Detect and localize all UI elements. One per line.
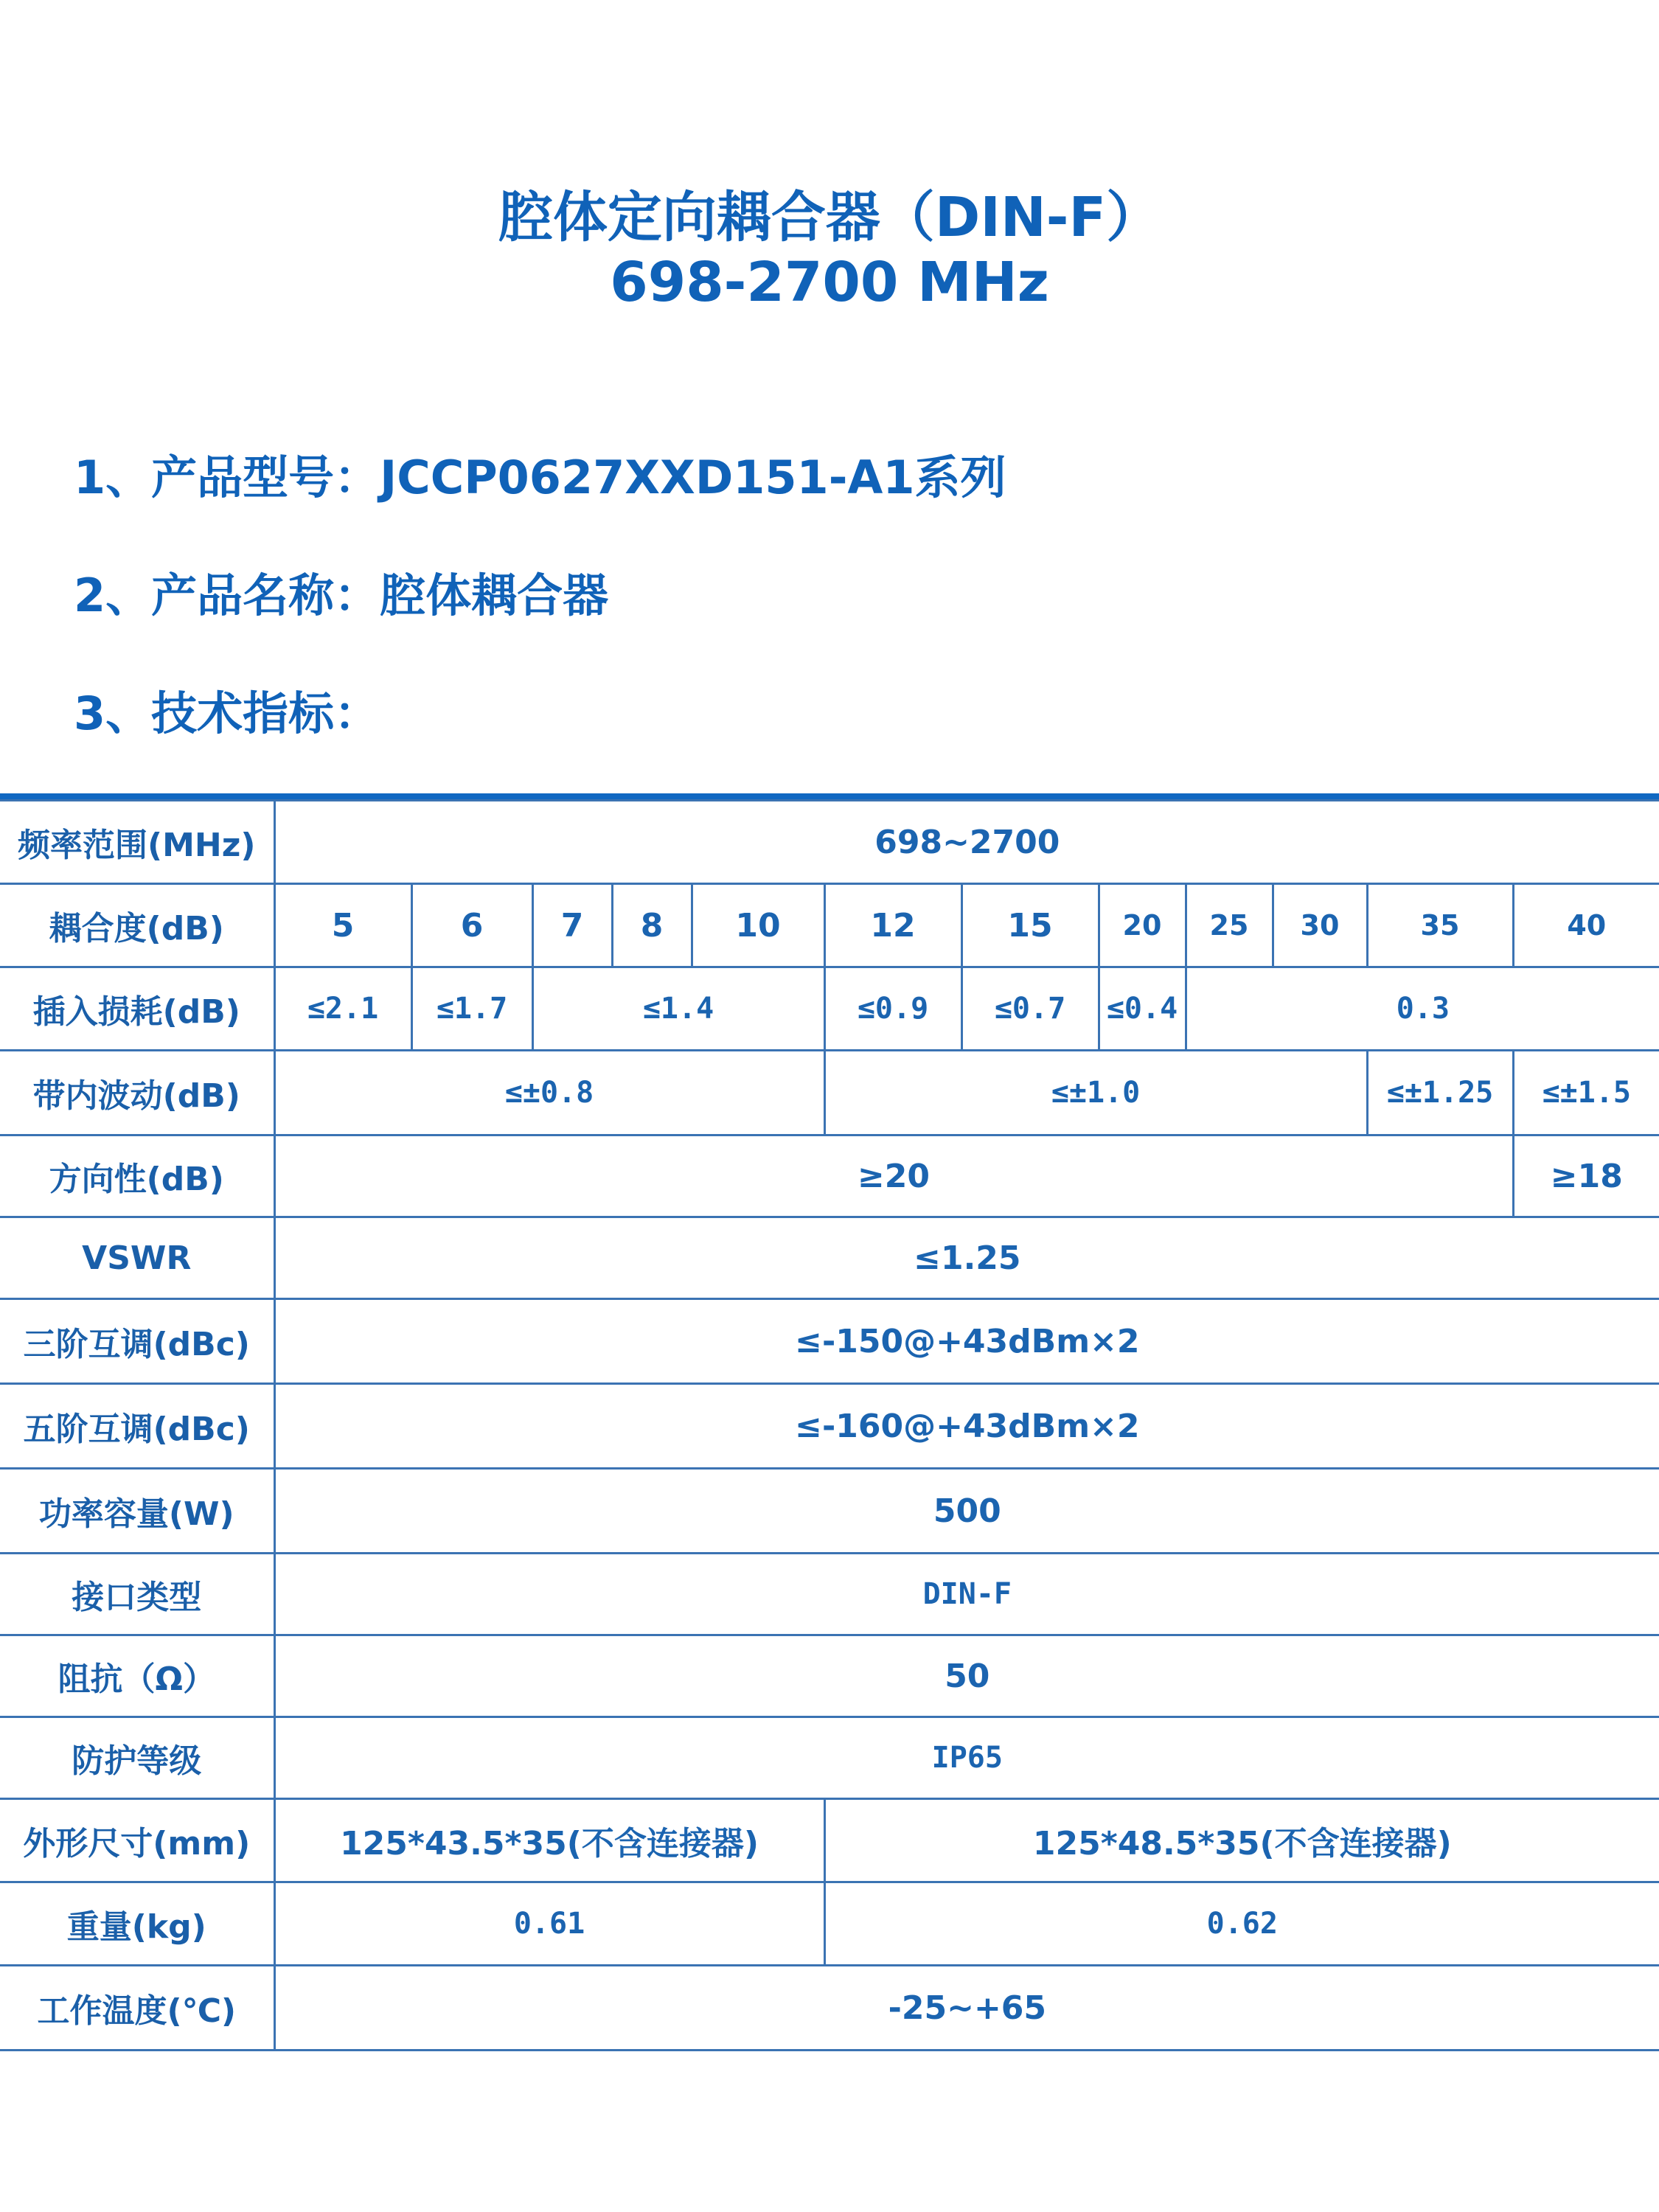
ripple-value: ≤±1.25 [1367,1051,1513,1135]
table-row-coupling [0,884,1659,967]
heading-technical-specs: 3、技术指标： [74,686,380,740]
table-top-rule [0,793,1659,799]
insertion-loss-value: ≤0.4 [1099,967,1186,1051]
row-label-im5: 五阶互调(dBc) [0,1384,274,1469]
page-subtitle-frequency: 698-2700 MHz [610,251,1049,314]
row-label-coupling: 耦合度(dB) [0,884,274,967]
coupling-value: 15 [961,884,1099,967]
table-row-protection [0,1717,1659,1799]
frequency-value: 698~2700 [274,801,1659,884]
insertion-loss-value: ≤0.9 [824,967,961,1051]
coupling-value: 12 [824,884,961,967]
table-row-weight [0,1882,1659,1966]
directivity-value: ≥18 [1513,1135,1659,1217]
im5-value: ≤-160@+43dBm×2 [274,1384,1659,1469]
ripple-value: ≤±0.8 [274,1051,824,1135]
ripple-value: ≤±1.0 [824,1051,1367,1135]
table-row-vswr [0,1217,1659,1299]
row-label-impedance: 阻抗（Ω） [0,1635,274,1717]
table-row-im5 [0,1384,1659,1469]
dimensions-value: 125*48.5*35(不含连接器) [824,1799,1659,1882]
table-row-connector [0,1554,1659,1635]
table-row-directivity [0,1135,1659,1217]
row-label-im3: 三阶互调(dBc) [0,1299,274,1384]
ripple-value: ≤±1.5 [1513,1051,1659,1135]
coupling-value: 30 [1273,884,1367,967]
insertion-loss-value: ≤1.7 [411,967,532,1051]
row-label-temperature: 工作温度(℃) [0,1966,274,2051]
insertion-loss-value: ≤1.4 [532,967,824,1051]
impedance-value: 50 [274,1635,1659,1717]
row-label-protection: 防护等级 [0,1717,274,1799]
coupling-value: 40 [1513,884,1659,967]
table-row-power [0,1469,1659,1554]
im3-value: ≤-150@+43dBm×2 [274,1299,1659,1384]
table-row-ripple [0,1051,1659,1135]
table-row-insertion-loss [0,967,1659,1051]
row-label-insertion-loss: 插入损耗(dB) [0,967,274,1051]
insertion-loss-value: 0.3 [1186,967,1659,1051]
heading-product-model: 1、产品型号：JCCP0627XXD151-A1系列 [74,451,1006,504]
coupling-value: 10 [692,884,824,967]
table-row-dimensions [0,1799,1659,1882]
coupling-value: 6 [411,884,532,967]
insertion-loss-value: ≤2.1 [274,967,411,1051]
row-label-vswr: VSWR [0,1217,274,1299]
temperature-value: -25~+65 [274,1966,1659,2051]
row-label-frequency: 频率范围(MHz) [0,801,274,884]
protection-value: IP65 [274,1717,1659,1799]
connector-value: DIN-F [274,1554,1659,1635]
row-label-directivity: 方向性(dB) [0,1135,274,1217]
weight-value: 0.61 [274,1882,824,1966]
row-label-dimensions: 外形尺寸(mm) [0,1799,274,1882]
coupling-value: 8 [612,884,692,967]
page-title: 腔体定向耦合器（DIN-F） [498,186,1161,249]
coupling-value: 5 [274,884,411,967]
coupling-value: 25 [1186,884,1273,967]
coupling-value: 20 [1099,884,1186,967]
power-value: 500 [274,1469,1659,1554]
spec-table [0,799,1659,2051]
table-row-impedance [0,1635,1659,1717]
coupling-value: 35 [1367,884,1513,967]
table-row-temperature [0,1966,1659,2051]
row-label-connector: 接口类型 [0,1554,274,1635]
insertion-loss-value: ≤0.7 [961,967,1099,1051]
weight-value: 0.62 [824,1882,1659,1966]
table-row-im3 [0,1299,1659,1384]
row-label-power: 功率容量(W) [0,1469,274,1554]
heading-product-name: 2、产品名称：腔体耦合器 [74,568,609,622]
coupling-value: 7 [532,884,612,967]
dimensions-value: 125*43.5*35(不含连接器) [274,1799,824,1882]
table-row-frequency [0,801,1659,884]
vswr-value: ≤1.25 [274,1217,1659,1299]
row-label-weight: 重量(kg) [0,1882,274,1966]
row-label-ripple: 带内波动(dB) [0,1051,274,1135]
directivity-value: ≥20 [274,1135,1513,1217]
